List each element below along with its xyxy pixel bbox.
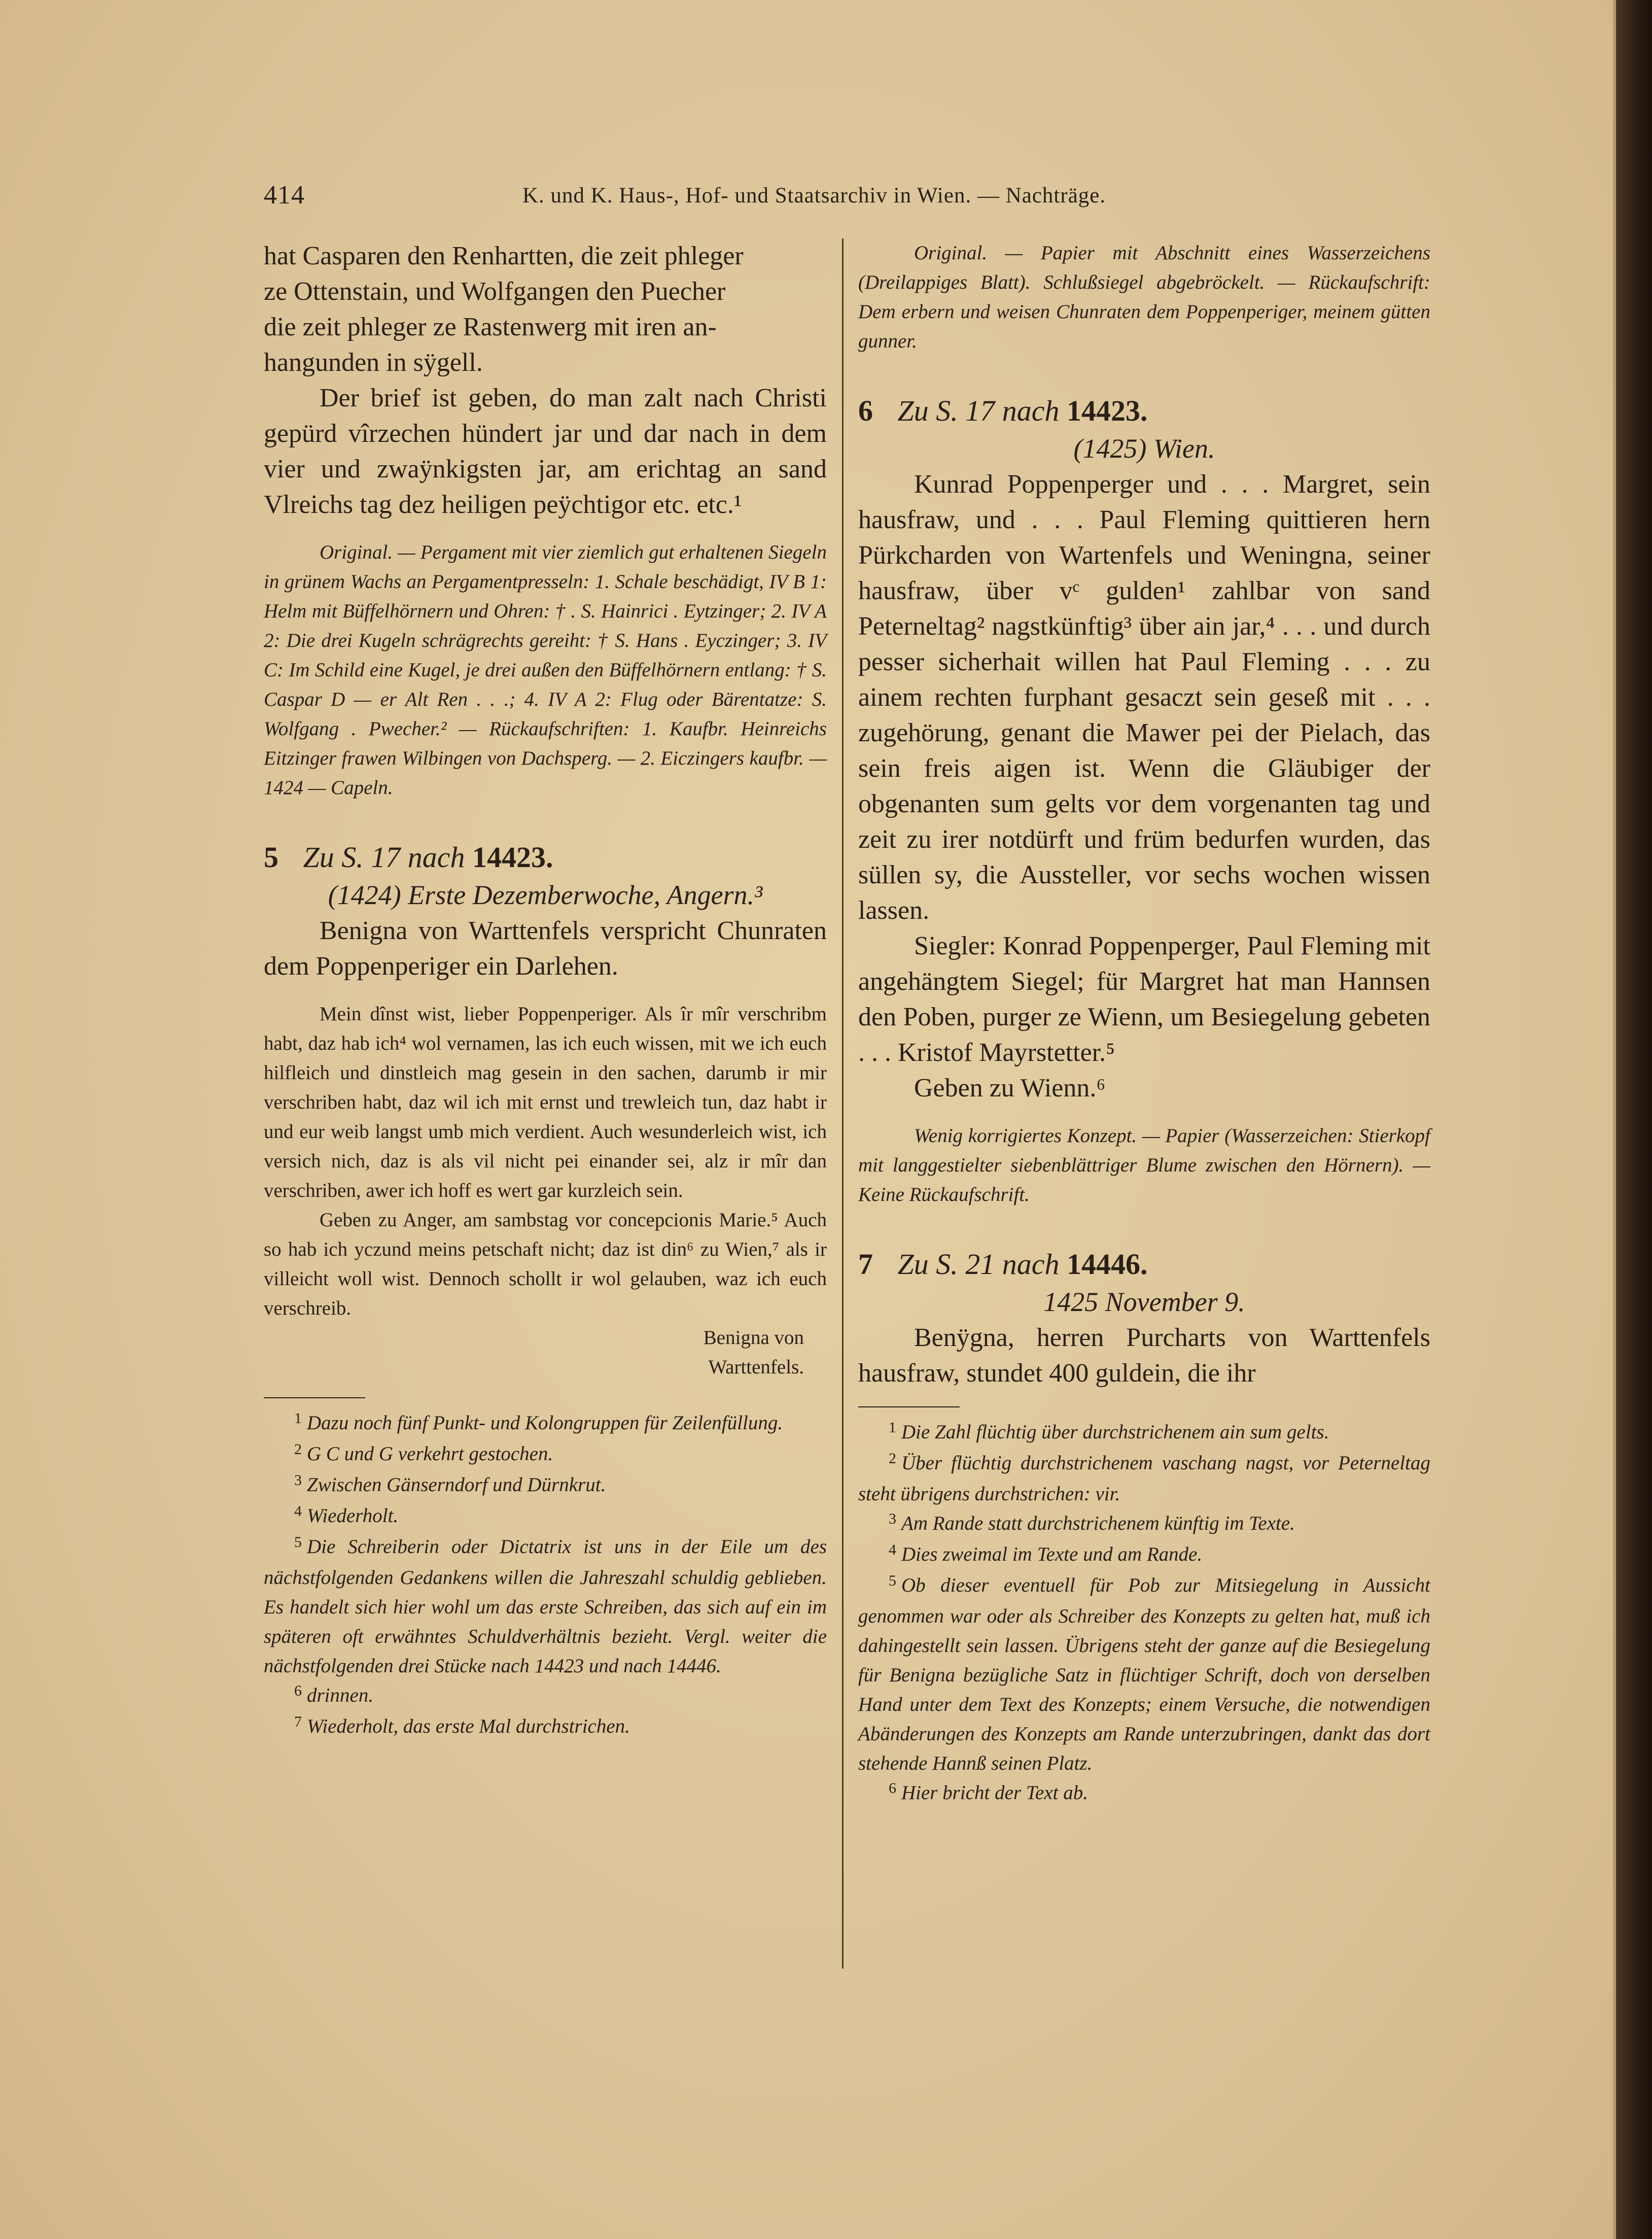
footnote: $^1$ Dazu noch fünf Punkt- und Kolongruppen für Zeilenfüllung. (294, 1410, 783, 1434)
entry-ref-number: 14446. (1067, 1248, 1148, 1281)
footnote: $^4$ Wiederholt. (294, 1503, 399, 1527)
left-column (264, 238, 827, 1743)
intro-line: ze Ottenstain, und Wolfgangen den Puecher (264, 277, 726, 306)
footnote: $^3$ Am Rande statt durchstrichenem künftig im Texte. (889, 1510, 1295, 1534)
entry-7-heading (858, 1245, 1430, 1284)
footnote: $^6$ drinnen. (294, 1682, 374, 1706)
entry-5-date: (1424) Erste Dezemberwoche, Angern.³ (328, 880, 763, 910)
footnote: $^4$ Dies zweimal im Texte und am Rande. (889, 1541, 1203, 1565)
footnotes-right (858, 1418, 1430, 1809)
entry-6-sealers: Siegler: Konrad Poppenperger, Paul Fleming mit angehängtem Siegel; für Margret hat man Hannsen den Poben, purger ze Wienn, um Besiegelung gebeten . . . Kristof Mayrstetter.⁵ (858, 932, 1430, 1067)
intro-line: hat Casparen den Renhartten, die zeit phleger (264, 242, 744, 270)
intro-text (264, 238, 827, 381)
entry-7-date: 1425 November 9. (1043, 1287, 1245, 1317)
entry-ref-number: 14423. (1067, 394, 1148, 427)
footnote: $^5$ Die Schreiberin oder Dictatrix ist uns in der Eile um des nächstfolgenden Gedankens willen die Jahreszahl schuldig geblieben. Es handelt sich hier wohl um das erste Schreiben, das sich auf ein im späteren oft erwähntes Schuldverhältnis bezieht. Vergl. weiter die nächstfolgenden drei Stücke nach 14423 und nach 14446. (264, 1534, 827, 1677)
dating-paragraph: Der brief ist geben, do man zalt nach Christi gepürd vîrzechen hündert jar und dar nach in dem vier und zwaÿnkigsten jar, am erichtag an sand Vlreichs tag dez heiligen peÿchtigor etc. etc.¹ (264, 384, 827, 519)
entry-number: 6 (858, 394, 873, 427)
intro-line: hangunden in sÿgell. (264, 348, 483, 377)
letter-paragraph: Geben zu Anger, am sambstag vor concepcionis Marie.⁵ Auch so hab ich yczund meins petschaft nicht; daz ist din⁶ zu Wien,⁷ als ir villeicht woll wist. Dennoch schollt ir wol gelauben, waz ich euch verschreib. (264, 1209, 827, 1319)
original-note: Original. — Papier mit Abschnitt eines Wasserzeichens (Dreilappiges Blatt). Schlußsiegel abgebröckelt. — Rückaufschrift: Dem erbern und weisen Chunraten dem Poppenperiger, meinem gütten gunner. (858, 242, 1430, 352)
page-header (264, 180, 1440, 216)
entry-6-text: Kunrad Poppenperger und . . . Margret, sein hausfraw, und . . . Paul Fleming quittieren hern Pürkcharden von Wartenfels und Weningna, seiner hausfraw, über vᶜ gulden¹ zahlbar von sand Peterneltag² nagstkünftig³ über ain jar,⁴ . . . und durch pesser sicherhait willen hat Paul Fleming . . . zu ainem rechten furphant gesaczt sein geseß mit . . . zugehörung, genant die Mawer pei der Pielach, das sein freis aigen ist. Wenn die Gläubiger der obgenanten sum gelts vor dem vorgenanten tag und zeit zu irer notdürft und früm bedurfen wurden, das süllen sy, die Aussteller, vor sechs wochen wissen lassen. (858, 470, 1430, 925)
entry-7-text: Benÿgna, herren Purcharts von Warttenfels hausfraw, stundet 400 guldein, die ihr (858, 1323, 1430, 1388)
footnote: $^5$ Ob dieser eventuell für Pob zur Mitsiegelung in Aussicht genommen war oder als Schreiber des Konzepts zu gelten hat, muß ich dahingestellt sein lassen. Übrigens steht der ganze auf die Besiegelung für Benigna bezügliche Satz in flüchtiger Schrift, doch von derselben Hand unter dem Text des Konzepts; einem Versuche, die notwendigen Abänderungen des Konzepts am Rande unterzubringen, dankt das dort stehende Hannß seinen Platz. (858, 1572, 1430, 1774)
signer: Benigna von (703, 1327, 804, 1349)
footnote: $^7$ Wiederholt, das erste Mal durchstrichen. (294, 1713, 630, 1737)
entry-ref: Zu S. 21 nach (897, 1248, 1060, 1281)
signer: Warttenfels. (708, 1356, 804, 1378)
entry-6-dated: Geben zu Wienn.⁶ (914, 1074, 1106, 1103)
column-divider (842, 238, 843, 1969)
entry-ref-number: 14423. (472, 841, 553, 874)
entry-number: 5 (264, 841, 278, 874)
intro-line: die zeit phleger ze Rastenwerg mit iren an- (264, 313, 717, 341)
footnotes-left (264, 1408, 827, 1743)
original-note: Original. — Pergament mit vier ziemlich gut erhaltenen Siegeln in grünem Wachs an Pergamentpresseln: 1. Schale beschädigt, IV B 1: Helm mit Büffelhörnern und Ohren: † . S. Hainrici . Eytzinger; 2. IV A 2: Die drei Kugeln schrägrechts gereiht: † S. Hans . Eyczinger; 3. IV C: Im Schild eine Kugel, je drei außen den Büffelhörnern entlang: † S. Caspar D — er Alt Ren . . .; 4. IV A 2: Flug oder Bärentatze: S. Wolfgang . Pwecher.² — Rückaufschriften: 1. Kaufbr. Heinreichs Eitzinger frawen Wilbingen von Dachsperg. — 2. Eiczingers kaufbr. — 1424 — Capeln. (264, 541, 827, 799)
entry-6-date: (1425) Wien. (1073, 433, 1215, 464)
footnote: $^2$ Über flüchtig durchstrichenem vaschang nagst, vor Peterneltag steht übrigens durchstrichen: vir. (858, 1450, 1430, 1505)
page-number: 414 (264, 181, 305, 210)
entry-5-summary: Benigna von Warttenfels verspricht Chunraten dem Poppenperiger ein Darlehen. (264, 916, 827, 981)
footnote-rule (858, 1406, 960, 1407)
letter-paragraph: Mein dînst wist, lieber Poppenperiger. Als îr mîr verschribm habt, daz hab ich⁴ wol vernamen, las ich euch wissen, mit we ich euch hilfleich und dinstleich mag gesein in den sachen, darumb ir mir verschriben habt, daz wil ich mit ernst und trewleich tun, daz habt ir und eur weib langst umb mich verdient. Auch wesunderleich wist, ich versich nich, daz is als vil nicht pei einander sei, alz ir mîr dan verschriben, awer ich hoff es wert gar kurzleich sein. (264, 1003, 827, 1201)
running-title: K. und K. Haus-, Hof- und Staatsarchiv in Wien. — Nachträge. (522, 184, 1106, 208)
right-column (858, 238, 1430, 1809)
entry-ref: Zu S. 17 nach (897, 394, 1060, 427)
footnote: $^1$ Die Zahl flüchtig über durchstrichenem ain sum gelts. (889, 1419, 1329, 1443)
binding-gutter (1616, 0, 1652, 2239)
entry-6-heading (858, 392, 1430, 430)
entry-5-heading (264, 838, 827, 877)
footnote: $^3$ Zwischen Gänserndorf und Dürnkrut. (294, 1472, 606, 1496)
entry-number: 7 (858, 1248, 873, 1281)
entry-6-note: Wenig korrigiertes Konzept. — Papier (Wasserzeichen: Stierkopf mit langgestielter siebenblättriger Blume zwischen den Hörnern). — Keine Rückaufschrift. (858, 1125, 1430, 1205)
entry-ref: Zu S. 17 nach (303, 841, 465, 874)
footnote: $^2$ G C und G verkehrt gestochen. (294, 1441, 553, 1465)
footnote-rule (264, 1397, 365, 1398)
footnote: $^6$ Hier bricht der Text ab. (889, 1780, 1088, 1804)
